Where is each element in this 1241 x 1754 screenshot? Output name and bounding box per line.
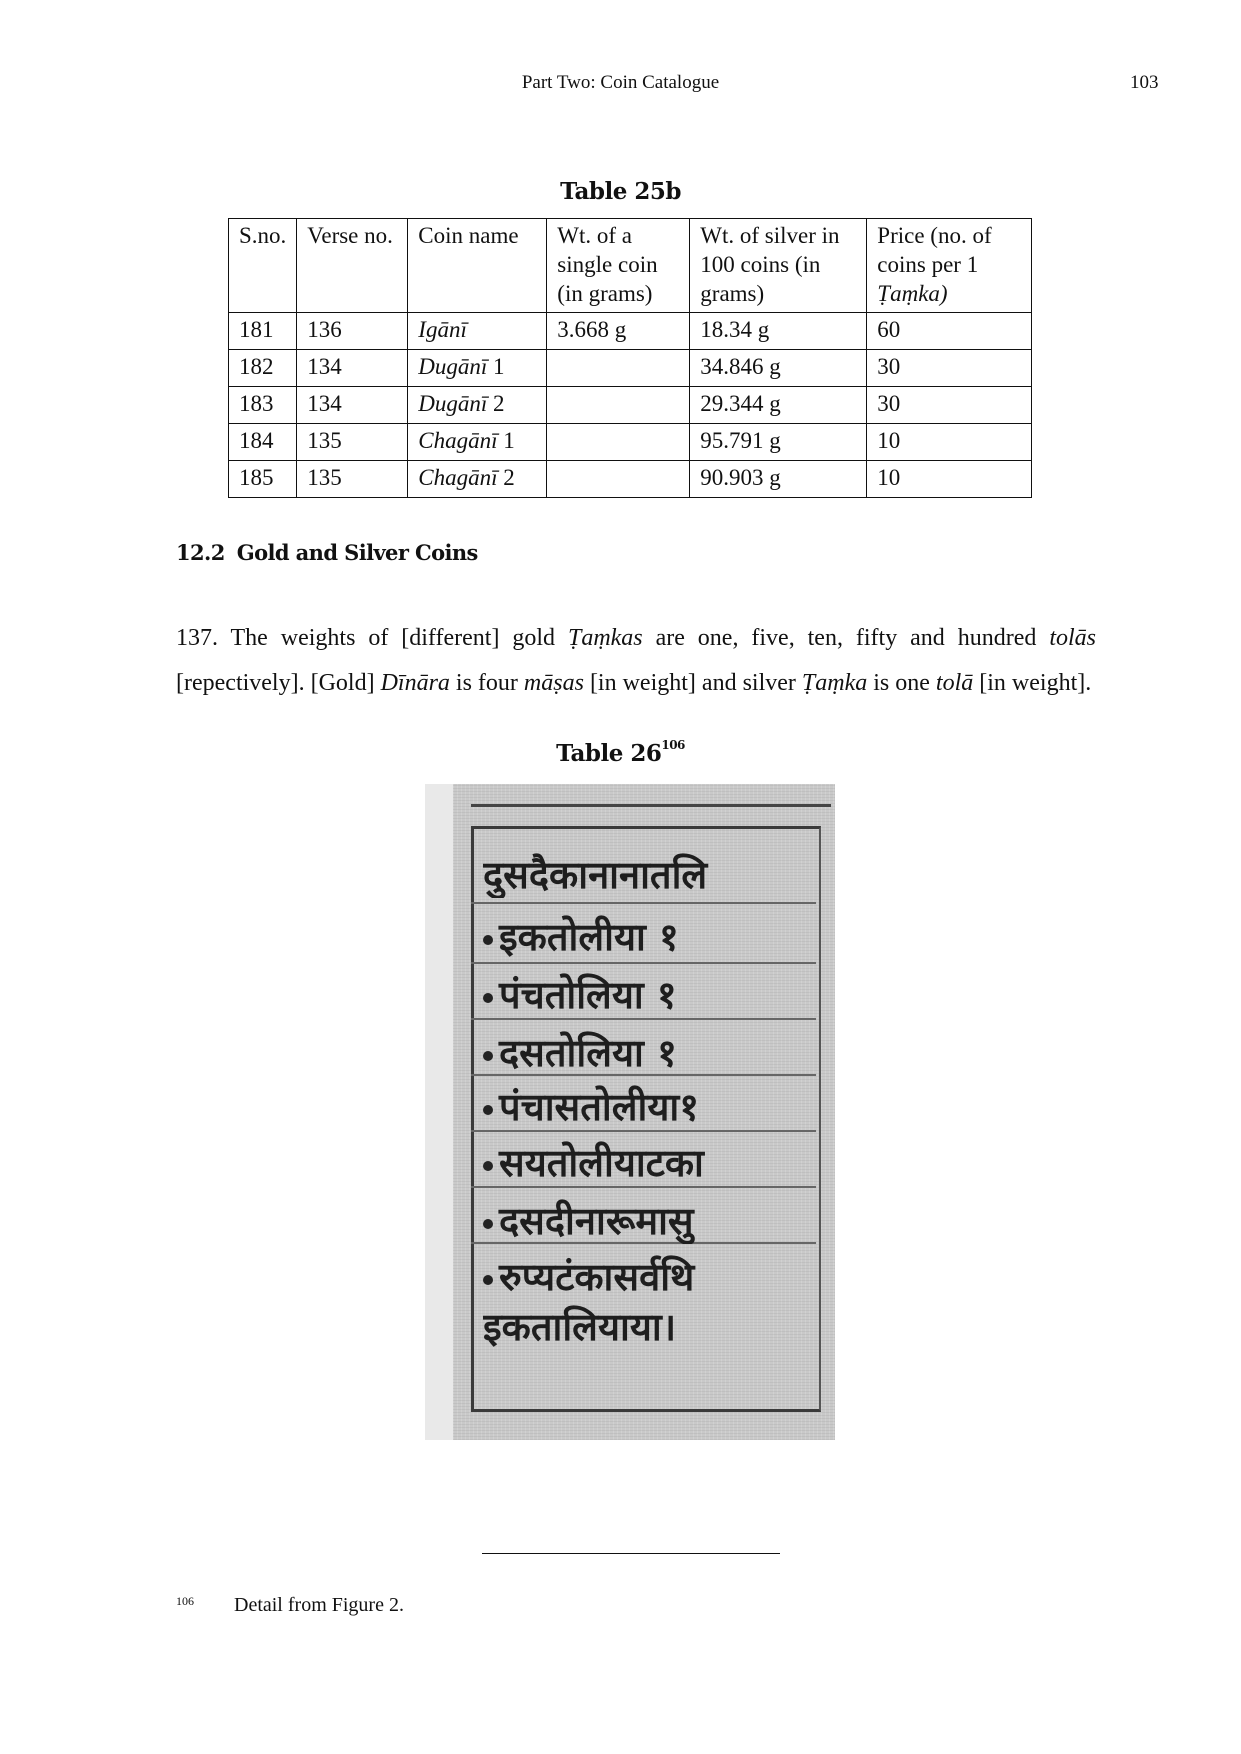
footnote-divider (482, 1553, 780, 1554)
verse-number: 137. (176, 625, 218, 651)
manuscript-text: रुप्यटंकासर्वथि (499, 1255, 695, 1299)
col-header-coin-name: Coin name (408, 219, 547, 313)
manuscript-rule-line (471, 1018, 816, 1020)
table-header-row (229, 219, 1032, 313)
bullet-dot (483, 1105, 493, 1115)
italic-term: māṣas (523, 670, 584, 696)
cell-coin-name: Dugānī 2 (408, 387, 547, 424)
bullet-dot (483, 1051, 493, 1061)
italic-term: Ṭaṃkas (567, 625, 643, 651)
bullet-dot (483, 1161, 493, 1171)
cell-sno: 181 (229, 313, 297, 350)
cell-silver-weight: 29.344 g (690, 387, 867, 424)
coin-name: Chagānī (418, 465, 498, 490)
manuscript-rule-line (471, 962, 816, 964)
bullet-dot (483, 1219, 493, 1229)
cell-coin-name: Chagānī 1 (408, 424, 547, 461)
bullet-dot (483, 935, 493, 945)
manuscript-text: इकतालियाया। (483, 1305, 677, 1349)
table-26-caption (0, 740, 1241, 767)
cell-verse: 136 (297, 313, 408, 350)
cell-single-weight (547, 461, 690, 498)
manuscript-text: दसदीनारूमासु (499, 1199, 694, 1243)
manuscript-border-top (471, 804, 831, 807)
page-number: 103 (1130, 72, 1159, 93)
coin-name: Chagānī (418, 428, 498, 453)
italic-term: Ṭaṃka) (877, 281, 948, 306)
bullet-dot (483, 993, 493, 1003)
italic-term: Dīnāra (380, 670, 450, 696)
section-number: 12.2 (176, 540, 225, 565)
italic-term: Ṭaṃka (801, 670, 868, 696)
cell-coin-name (408, 313, 547, 350)
table-26-caption-text: Table 26 (556, 740, 662, 767)
footnote-reference: 106 (661, 738, 685, 752)
cell-sno: 185 (229, 461, 297, 498)
col-header-verse: Verse no. (297, 219, 408, 313)
coin-name: Dugānī (418, 354, 488, 379)
cell-price: 30 (867, 387, 1032, 424)
section-heading (176, 540, 478, 565)
cell-verse: 135 (297, 424, 408, 461)
scan-margin (425, 784, 453, 1440)
footnote-text: Detail from Figure 2. (234, 1594, 404, 1616)
manuscript-line (483, 1304, 813, 1350)
table-row (229, 313, 1032, 350)
manuscript-text: दसतोलिया १ (499, 1031, 677, 1075)
manuscript-line (483, 1198, 813, 1244)
cell-verse: 134 (297, 350, 408, 387)
table-row (229, 350, 1032, 387)
cell-sno: 182 (229, 350, 297, 387)
cell-price: 60 (867, 313, 1032, 350)
manuscript-line (483, 914, 813, 960)
footnote (176, 1594, 404, 1617)
manuscript-rule-line (471, 1186, 816, 1188)
manuscript-text: सयतोलीयाटका (499, 1141, 704, 1185)
manuscript-rule-line (471, 1130, 816, 1132)
table-row (229, 387, 1032, 424)
coin-name: Dugānī (418, 391, 488, 416)
manuscript-line (483, 1140, 813, 1186)
manuscript-text: पंचतोलिया १ (499, 973, 677, 1017)
section-title: Gold and Silver Coins (236, 540, 478, 565)
manuscript-text: इकतोलीया १ (499, 915, 679, 959)
col-header-price: Price (no. of coins per 1 Ṭaṃka) (867, 219, 1032, 313)
cell-single-weight: 3.668 g (547, 313, 690, 350)
col-header-single-weight: Wt. of a single coin (in grams) (547, 219, 690, 313)
col-header-silver-weight: Wt. of silver in 100 coins (in grams) (690, 219, 867, 313)
cell-price: 10 (867, 424, 1032, 461)
footnote-mark: 106 (176, 1594, 194, 1608)
verse-paragraph: 137. The weights of [different] gold Ṭaṃkas are one, five, ten, fifty and hundred tolās [repectively]. [Gold] Dīnāra is four māṣas [in weight] and silver Ṭaṃka is one tolā [in weight]. (176, 625, 1096, 696)
coin-name: Igānī (418, 317, 467, 342)
cell-verse: 135 (297, 461, 408, 498)
cell-coin-name: Dugānī 1 (408, 350, 547, 387)
cell-silver-weight: 18.34 g (690, 313, 867, 350)
col-header-sno: S.no. (229, 219, 297, 313)
cell-price: 30 (867, 350, 1032, 387)
manuscript-line (483, 1084, 813, 1130)
bullet-dot (483, 1275, 493, 1285)
manuscript-line (483, 1254, 813, 1300)
cell-single-weight (547, 387, 690, 424)
cell-coin-name: Chagānī 2 (408, 461, 547, 498)
manuscript-line (483, 852, 813, 898)
manuscript-line (483, 972, 813, 1018)
cell-single-weight (547, 350, 690, 387)
manuscript-text: दुसदैकानानातलि (483, 853, 708, 897)
manuscript-text: पंचासतोलीया१ (499, 1085, 699, 1129)
table-row (229, 461, 1032, 498)
manuscript-rule-line (471, 902, 816, 904)
manuscript-image (425, 784, 835, 1440)
italic-term: tolā (935, 670, 974, 696)
cell-verse: 134 (297, 387, 408, 424)
cell-single-weight (547, 424, 690, 461)
table-25b-caption: Table 25b (560, 178, 681, 205)
cell-price: 10 (867, 461, 1032, 498)
italic-term: tolās (1049, 625, 1096, 651)
table-row (229, 424, 1032, 461)
cell-silver-weight: 34.846 g (690, 350, 867, 387)
cell-silver-weight: 95.791 g (690, 424, 867, 461)
running-head: Part Two: Coin Catalogue (521, 72, 720, 93)
manuscript-line (483, 1030, 813, 1076)
cell-sno: 184 (229, 424, 297, 461)
coin-table (228, 218, 1032, 498)
cell-sno: 183 (229, 387, 297, 424)
cell-silver-weight: 90.903 g (690, 461, 867, 498)
